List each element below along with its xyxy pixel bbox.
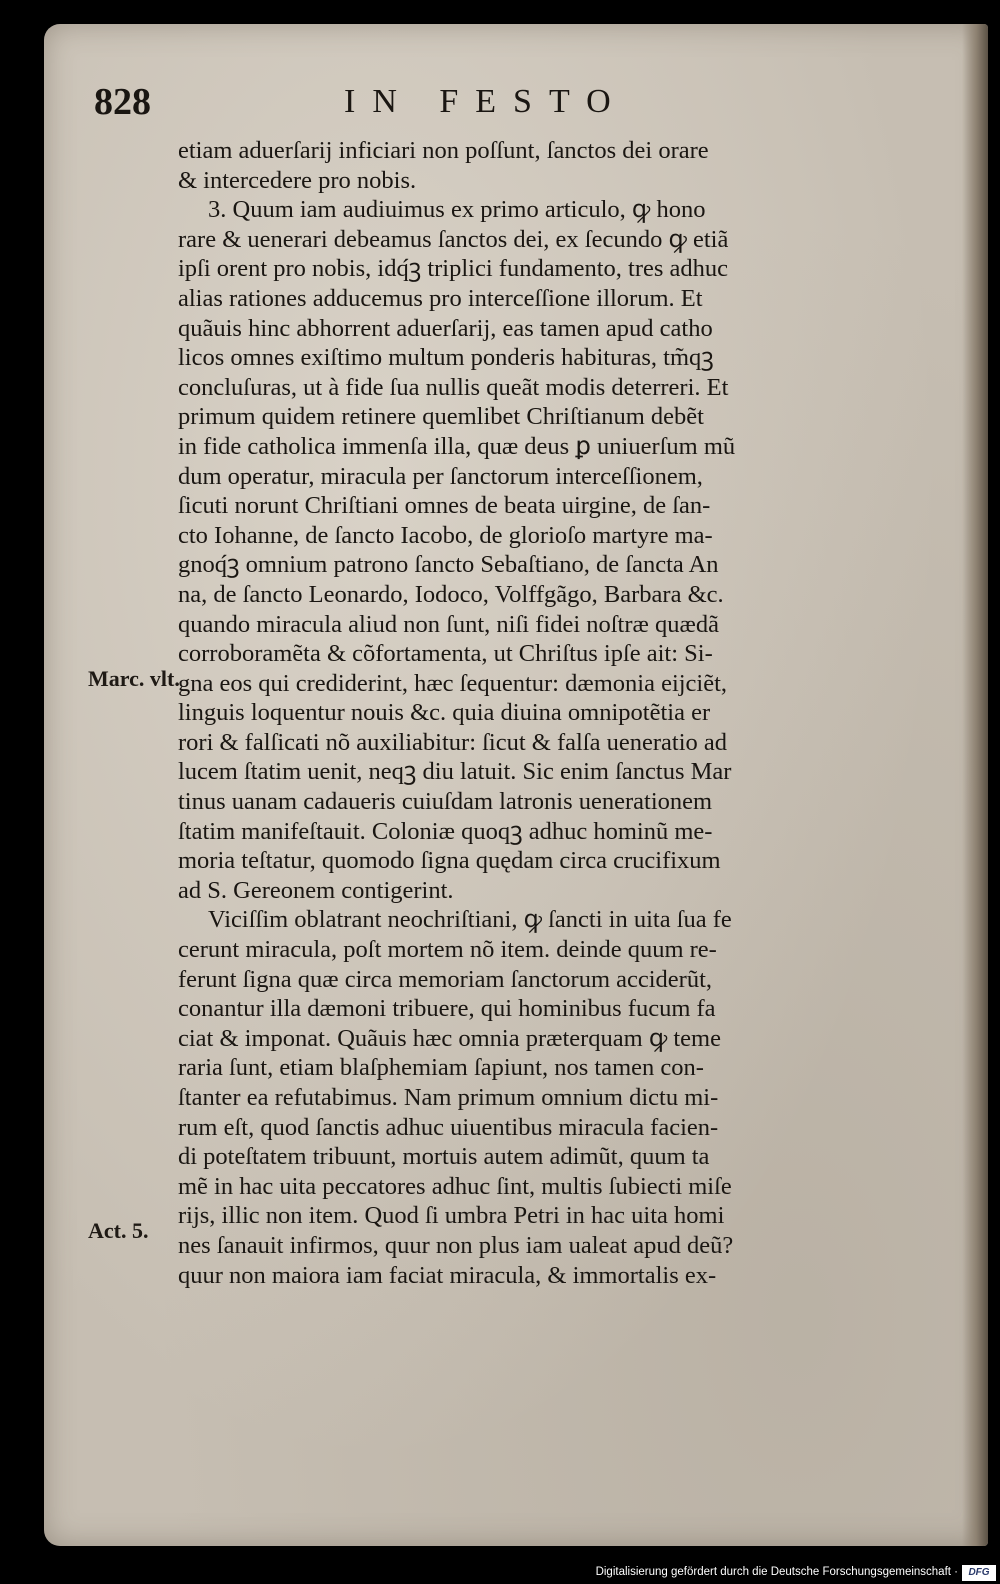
text-line: raria ſunt, etiam blaſphemiam ſapiunt, nos tamen con- xyxy=(178,1054,704,1082)
body-text xyxy=(178,136,938,1290)
text-line: rori & falſicati nõ auxiliabitur: ſicut & falſa ueneratio ad xyxy=(178,728,728,756)
text-line: ſtanter ea refutabimus. Nam primum omnium dictu mi- xyxy=(178,1084,719,1111)
text-line: cto Iohanne, de ſancto Iacobo, de glorioſo martyre ma- xyxy=(178,521,713,549)
running-head: IN FESTO xyxy=(344,83,628,120)
text-line: ipſi orent pro nobis, idq́ꝫ triplici fundamento, tres adhuc xyxy=(178,255,729,283)
text-line: licos omnes exiſtimo multum ponderis habituras, tm̃qꝫ xyxy=(178,344,714,372)
text-line: concluſuras, ut à fide ſua nullis queãt modis deterreri. Et xyxy=(178,373,729,401)
text-line: nes ſanauit infirmos, quur non plus iam ualeat apud deũ? xyxy=(178,1231,734,1259)
text-line: rare & uenerari debeamus ſanctos dei, ex ſecundo ꝙ etiã xyxy=(178,225,729,253)
text-line: quãuis hinc abhorrent aduerſarij, eas tamen apud catho xyxy=(178,314,713,342)
text-line: Viciſſim oblatrant neochriſtiani, ꝙ ſancti in uita ſua fe xyxy=(208,906,732,934)
text-line: moria teſtatur, quomodo ſigna quędam circa crucifixum xyxy=(178,847,721,875)
text-line: & intercedere pro nobis. xyxy=(178,166,417,194)
text-line: gna eos qui crediderint, hæc ſequentur: dæmonia eijciẽt, xyxy=(178,669,728,697)
text-line: na, de ſancto Leonardo, Iodoco, Volffgãgo, Barbara &c. xyxy=(178,580,724,608)
text-line: tinus uanam cadaueris cuiuſdam latronis uenerationem xyxy=(178,788,713,816)
text-line: corroboramẽta & cõfortamenta, ut Chriſtus ipſe ait: Si- xyxy=(178,640,713,668)
dfg-logo-icon: DFG xyxy=(962,1565,996,1581)
text-line: quando miracula aliud non ſunt, niſi fidei noſtræ quædã xyxy=(178,610,719,638)
text-line: linguis loquentur nouis &c. quia diuina omnipotẽtia er xyxy=(178,699,711,727)
page-gutter-shadow xyxy=(962,24,988,1546)
text-line: di poteſtatem tribuunt, mortuis autem adimũt, quum ta xyxy=(178,1143,710,1171)
text-line: mẽ in hac uita peccatores adhuc ſint, multis ſubiecti miſe xyxy=(178,1172,732,1200)
text-line: rijs, illic non item. Quod ſi umbra Petri in hac uita homi xyxy=(178,1202,725,1230)
text-line: ſtatim manifeſtauit. Coloniæ quoqꝫ adhuc hominũ me- xyxy=(178,817,713,845)
text-line: gnoq́ꝫ omnium patrono ſancto Sebaſtiano, de ſancta An xyxy=(178,551,719,579)
page-number: 828 xyxy=(94,81,151,123)
margin-note-marc: Marc. vlt. xyxy=(88,666,180,691)
text-line: lucem ſtatim uenit, neqꝫ diu latuit. Sic enim ſanctus Mar xyxy=(178,758,732,786)
text-line: 3. Quum iam audiuimus ex primo articulo, ꝙ hono xyxy=(208,196,706,224)
text-line: conantur illa dæmoni tribuere, qui hominibus fucum fa xyxy=(178,995,716,1023)
digitization-credit: Digitalisierung gefördert durch die Deutsche Forschungsgemeinschaft · xyxy=(595,1566,958,1578)
text-line: ferunt ſigna quæ circa memoriam ſanctorum acciderũt, xyxy=(178,965,713,993)
text-line: ad S. Gereonem contigerint. xyxy=(178,876,454,904)
text-line: ſicuti norunt Chriſtiani omnes de beata uirgine, de ſan- xyxy=(178,492,711,520)
text-line: etiam aduerſarij inficiari non poſſunt, ſanctos dei orare xyxy=(178,137,709,164)
text-line: in fide catholica immenſa illa, quæ deus ꝑ uniuerſum mũ xyxy=(178,432,736,460)
page-header xyxy=(94,76,934,128)
text-line: ciat & imponat. Quãuis hæc omnia præterquam ꝙ teme xyxy=(178,1024,721,1052)
text-line: primum quidem retinere quemlibet Chriſtianum debẽt xyxy=(178,403,704,431)
margin-note-act: Act. 5. xyxy=(88,1218,149,1243)
text-line: cerunt miracula, poſt mortem nõ item. deinde quum re- xyxy=(178,936,717,964)
text-line: dum operatur, miracula per ſanctorum interceſſionem, xyxy=(178,462,703,490)
text-line: alias rationes adducemus pro interceſſione illorum. Et xyxy=(178,284,703,312)
text-line: rum eſt, quod ſanctis adhuc uiuentibus miracula facien- xyxy=(178,1113,719,1141)
text-line: quur non maiora iam faciat miracula, & immortalis ex- xyxy=(178,1261,717,1289)
